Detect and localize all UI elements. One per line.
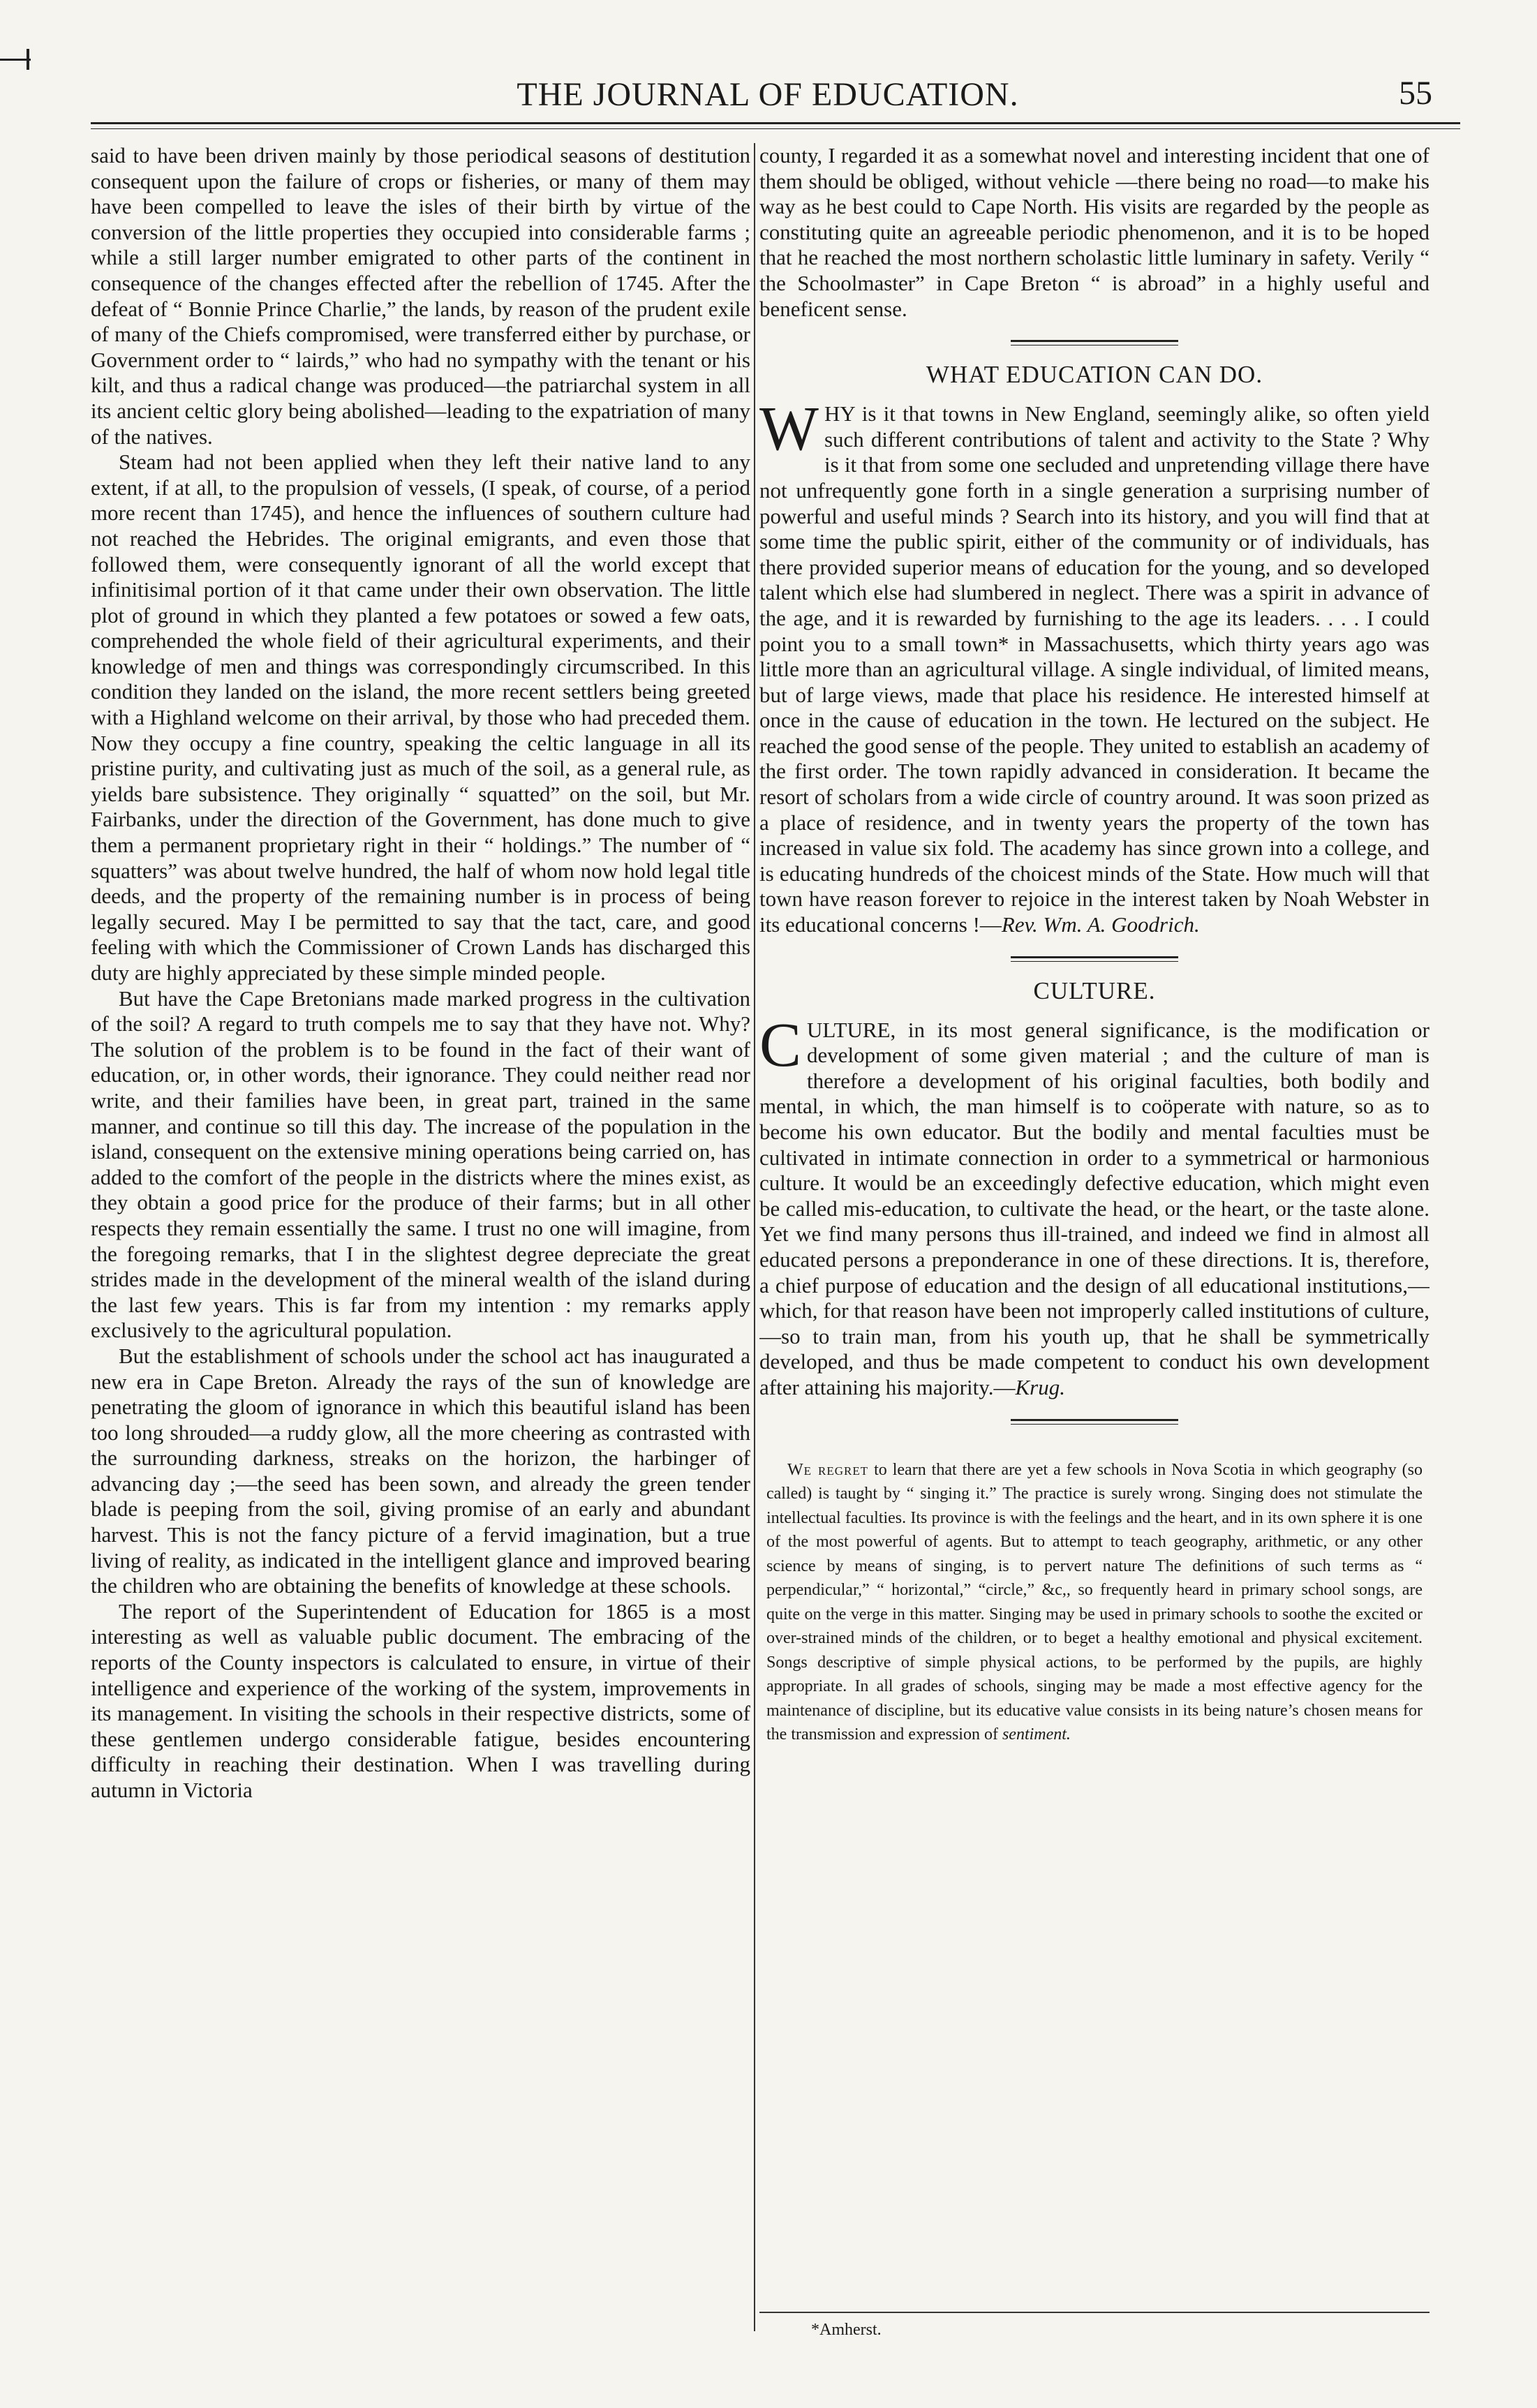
right-column (759, 143, 1430, 2370)
notice-end: sentiment. (1002, 1725, 1071, 1744)
continuation-paragraph: county, I regarded it as a somewhat novel and interesting incident that one of them should be obliged, without vehicle —there being no road—to make his way as he best could to Cape North. His visits are regarded by the people as constituting quite an agreeable periodic phenomenon, and it is to be hoped that he reached the most northern scholastic little luminary in safety. Verily “ the Schoolmaster” in Cape Breton “ is abroad” in a highly useful and beneficent sense. (759, 143, 1430, 321)
left-paragraph: But the establishment of schools under the school act has inaugurated a new era in Cape Breton. Already the rays of the sun of knowledge are penetrating the gloom of ignorance in which this beautiful island has been too long shrouded—a ruddy glow, all the more cheering as contrasted with the surrounding darkness, streaks on the horizon, the harbinger of advancing day ;—the seed has been sown, and already the green tender blade is peeping from the soil, giving promise of an early and abundant harvest. This is not the fancy picture of a fervid imagination, but a true living of reality, as indicated in the intelligent glance and improved bearing the children who are obtaining the benefits of knowledge at these schools. (91, 1343, 750, 1598)
article-title-culture: CULTURE. (1033, 976, 1156, 1004)
article-body-education (759, 394, 1430, 937)
attribution: Krug. (1015, 1374, 1065, 1399)
footnote-rule (759, 2312, 1430, 2313)
article-body-culture (759, 1010, 1430, 1401)
section-divider (1011, 956, 1178, 962)
left-column (91, 143, 750, 2370)
section-divider (1011, 1419, 1178, 1425)
column-divider (754, 143, 755, 2331)
margin-tick (0, 59, 31, 61)
left-paragraph: The report of the Superintendent of Education for 1865 is a most interesting as well as valuable public document. The embracing of the reports of the County inspectors is calculated to ensure, in virtue of their intelligence and experience of the working of the system, improvements in its management. In visiting the schools in their respective districts, some of these gentlemen undergo considerable fatigue, besides encountering difficulty in reaching their destination. When I was travelling during autumn in Victoria (91, 1598, 750, 1802)
page-number: 55 (1399, 75, 1432, 112)
left-paragraph: But have the Cape Bretonians made marked progress in the cultivation of the soil? A regard to truth compels me to say that they have not. Why? The solution of the problem is to be found in the fact of their want of education, or, in other words, their ignorance. They could neither read nor write, and their families have been, in great part, trained in the same manner, and continue so till this day. The increase of the population in the island, consequent on the extensive mining operations being carried on, has added to the comfort of the people in the districts where the mines exist, as they obtain a good price for the produce of their farms; but in all other respects they remain essentially the same. I trust no one will imagine, from the foregoing remarks, that I in the slightest degree depreciate the great strides made in the development of the mineral wealth of the island during the last few years. This is far from my intention : my remarks apply exclusively to the agricultural population. (91, 986, 750, 1343)
attribution: Rev. Wm. A. Goodrich. (1001, 912, 1200, 937)
left-paragraph: said to have been driven mainly by those periodical seasons of destitution consequent upon the failure of crops or fisheries, or many of them may have been compelled to leave the isles of their birth by virtue of the conversion of the little properties they occupied into considerable farms ; while a still larger number emigrated to other parts of the continent in consequence of the changes effected after the rebellion of 1745. After the defeat of “ Bonnie Prince Charlie,” the lands, by reason of the prudent exile of many of the Chiefs compromised, were transferred either by purchase, or Government order to “ lairds,” who had no sympathy with the tenant or his kilt, and thus a radical change was produced—the patriarchal system in all its ancient celtic glory being abolished—leading to the expatriation of many of the natives. (91, 143, 750, 449)
header-rule (91, 122, 1460, 124)
notice-paragraph (766, 1458, 1423, 1747)
footnote: *Amherst. (811, 2321, 882, 2339)
left-paragraph: Steam had not been applied when they left their native land to any extent, if at all, to the propulsion of vessels, (I speak, of course, of a period more recent than 1745), and hence the influences of southern culture had not reached the Hebrides. The original emigrants, and even those that followed them, were consequently ignorant of all the world except that infinitisimal portion of it that came under their own observation. The little plot of ground in which they planted a few potatoes or sowed a few oats, comprehended the whole field of their agricultural experiments, and their knowledge of men and things was correspondingly circumscribed. In this condition they landed on the island, the more recent settlers being greeted with a Highland welcome on their arrival, by those who had preceded them. Now they occupy a fine country, speaking the celtic language in all its pristine purity, and cultivating just as much of the soil, as a general rule, as yields bare subsistence. They originally “ squatted” on the soil, but Mr. Fairbanks, under the direction of the Government, has done much to give them a permanent proprietary right in their “ holdings.” The number of “ squatters” was about twelve hundred, the half of whom now hold legal title deeds, and the property of the remaining number is in process of being legally secured. May I be permitted to say that the tact, care, and good feeling with which the Commissioner of Crown Lands has discharged this duty are highly appreciated by these simple minded people. (91, 449, 750, 985)
article-text: ULTURE, in its most general significance, is the modification or development of some given material ; and the culture of man is therefore a development of his original faculties, both bodily and mental, in which, the man himself is to coöperate with nature, so as to become his own educator. But the bodily and mental faculties must be cultivated in intimate connection in order to a symmetrical or harmonious culture. It would be an exceedingly defective education, which might even be called mis-education, to cultivate the head, or the heart, or the taste alone. Yet we find many persons thus ill-trained, and indeed we find in almost all educated persons a preponderance in one of these directions. It is, therefore, a chief purpose of education and the design of all educational institutions,—which, for that reason have been not improperly called institutions of culture,—so to train man, from his youth up, that he shall be symmetrically developed, and thus be made competent to conduct his own development after attaining his majority.— (759, 1017, 1430, 1399)
notice-lead: We regret (787, 1460, 869, 1479)
dropcap: W (759, 394, 819, 464)
notice-text: to learn that there are yet a few schools in Nova Scotia in which geography (so called) is taught by “ singing it.” The practice is surely wrong. Singing does not stimulate the intellectual faculties. Its province is with the feelings and the heart, and in its own sphere it is one of the most powerful of agents. But to attempt to teach geography, arithmetic, or any other science by means of singing, is to pervert nature The definitions of such terms as “ perpendicular,” “ horizontal,” “circle,” &c,, so frequently heard in primary school songs, are quite on the verge in this matter. Singing may be used in primary schools to soothe the excited or over-strained minds of the children, or to beget a healthy emotional and physical excitement. Songs descriptive of simple physical actions, to be performed by the pupils, are highly appropriate. In all grades of schools, singing may be made a most effective agency for the maintenance of discipline, but its educative value consists in its being nature’s chosen means for the transmission and expression of (766, 1460, 1423, 1744)
header-rule-thin (91, 128, 1460, 129)
article-text: HY is it that towns in New England, seemingly alike, so often yield such different contributions of talent and activity to the State ? Why is it that from some one secluded and unpretending village there have not unfrequently gone forth in a single generation a surprising number of powerful and useful minds ? Search into its history, and you will find that at some time the public spirit, either of the community or of individuals, has there provided superior means of education for the young, and so developed talent which else had slumbered in neglect. There was a spirit in advance of the age, and it is rewarded by furnishing to the age its leaders. . . . I could point you to a small town* in Massachusetts, which thirty years ago was little more than an agricultural village. A single individual, of limited means, but of large views, made that place his residence. He interested himself at once in the cause of education in the town. He lectured on the subject. He reached the good sense of the people. They united to establish an academy of the first order. The town rapidly advanced in consideration. It became the resort of scholars from a wide circle of country around. It was soon prized as a place of residence, and in twenty years the property of the town has increased in value six fold. The academy has since grown into a college, and is educating hundreds of the choicest minds of the State. How much will that town have reason forever to rejoice in the interest taken by Noah Webster in its educational concerns !— (759, 401, 1430, 937)
running-head: THE JOURNAL OF EDUCATION. (517, 76, 1019, 113)
dropcap: C (759, 1010, 802, 1080)
section-divider (1011, 340, 1178, 345)
article-title-education: WHAT EDUCATION CAN DO. (926, 361, 1263, 389)
